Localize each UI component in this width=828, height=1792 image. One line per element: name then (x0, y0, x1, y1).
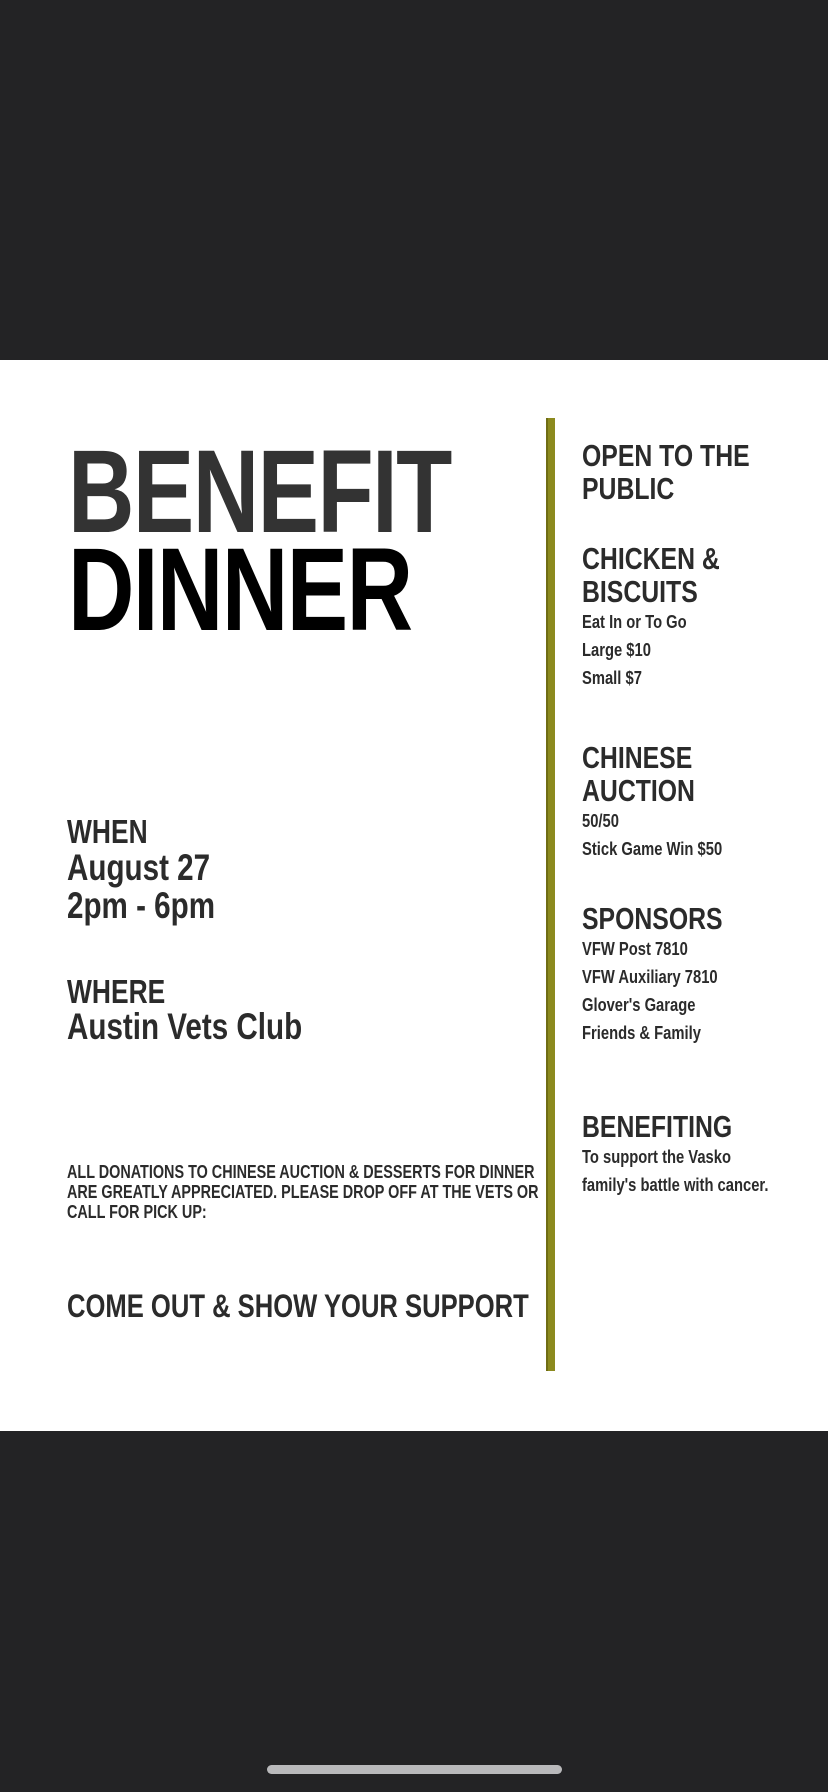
sponsor-item: VFW Post 7810 (582, 939, 688, 959)
sponsors-section (582, 902, 828, 1047)
title-benefit: BENEFIT (68, 426, 451, 558)
chicken-heading-line: BISCUITS (582, 574, 698, 609)
benefiting-item: family's battle with cancer. (582, 1175, 769, 1195)
benefiting-heading: BENEFITING (582, 1109, 733, 1144)
sponsor-item: Glover's Garage (582, 995, 696, 1015)
auction-item: 50/50 (582, 811, 619, 831)
chicken-heading-line: CHICKEN & (582, 541, 720, 576)
sponsor-item: Friends & Family (582, 1023, 701, 1043)
auction-heading-line: AUCTION (582, 773, 695, 808)
donation-note-line: ARE GREATLY APPRECIATED. PLEASE DROP OFF AT THE VETS OR (67, 1182, 539, 1202)
donation-note-line: ALL DONATIONS TO CHINESE AUCTION & DESSERTS FOR DINNER (67, 1162, 535, 1182)
open-heading-line: PUBLIC (582, 471, 675, 506)
benefiting-section (582, 1110, 828, 1199)
open-to-public-section (582, 439, 828, 505)
donation-note (67, 1162, 575, 1222)
benefiting-item: To support the Vasko (582, 1147, 731, 1167)
when-time: 2pm - 6pm (67, 885, 216, 926)
home-indicator[interactable] (267, 1765, 562, 1774)
sponsors-heading: SPONSORS (582, 901, 723, 936)
donation-note-line: CALL FOR PICK UP: (67, 1202, 207, 1222)
support-tagline: COME OUT & SHOW YOUR SUPPORT (67, 1288, 529, 1324)
auction-heading-line: CHINESE (582, 740, 693, 775)
when-label: WHEN (67, 813, 148, 850)
where-place: Austin Vets Club (67, 1006, 303, 1047)
vertical-divider (546, 418, 555, 1371)
title-dinner: DINNER (68, 524, 412, 656)
chinese-auction-section (582, 741, 828, 863)
chicken-biscuits-section (582, 542, 828, 692)
chicken-item: Small $7 (582, 668, 642, 688)
chicken-item: Eat In or To Go (582, 612, 687, 632)
chicken-item: Large $10 (582, 640, 651, 660)
sponsor-item: VFW Auxiliary 7810 (582, 967, 718, 987)
when-date: August 27 (67, 847, 211, 888)
open-heading-line: OPEN TO THE (582, 438, 750, 473)
where-label: WHERE (67, 973, 166, 1010)
benefit-dinner-flyer (0, 360, 828, 1431)
auction-item: Stick Game Win $50 (582, 839, 723, 859)
